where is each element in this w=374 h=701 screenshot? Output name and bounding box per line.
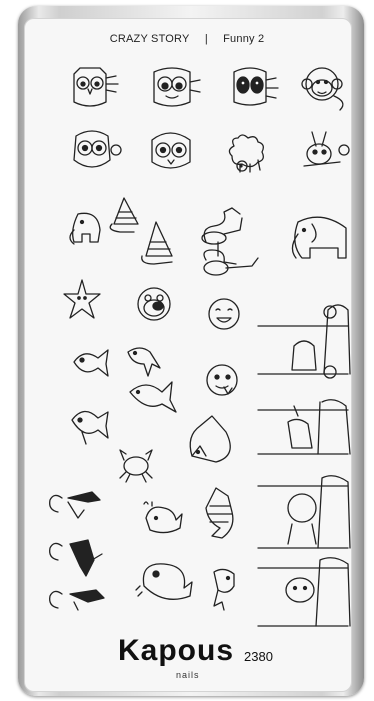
swing-icon bbox=[258, 305, 350, 378]
brand-logo: Kapous bbox=[118, 634, 235, 667]
owl-icon bbox=[234, 68, 278, 105]
owl-icon bbox=[154, 68, 200, 106]
elephant-icon bbox=[292, 217, 346, 258]
emoji-icon bbox=[209, 299, 239, 329]
starfish-icon bbox=[64, 280, 100, 318]
design-label: Funny 2 bbox=[223, 33, 265, 45]
swing-icon bbox=[258, 476, 350, 548]
owl-icon bbox=[74, 68, 118, 106]
owl-icon bbox=[74, 131, 121, 167]
flamingo-icon bbox=[204, 250, 258, 275]
fish-icon bbox=[72, 411, 108, 444]
whale-icon bbox=[144, 502, 182, 533]
unicorn-icon bbox=[258, 400, 350, 454]
squirrel-icon bbox=[50, 590, 104, 610]
monkey-icon bbox=[138, 288, 170, 320]
sheep-icon bbox=[229, 135, 263, 172]
series-label: CRAZY STORY bbox=[109, 33, 190, 45]
title-separator: | bbox=[204, 33, 208, 45]
brand-subtitle: nails bbox=[176, 670, 200, 680]
swing-icon bbox=[258, 558, 350, 626]
whale-icon bbox=[136, 564, 192, 599]
emoji-icon bbox=[207, 365, 237, 395]
owl-icon bbox=[152, 133, 190, 168]
crab-icon bbox=[120, 450, 152, 482]
flamingo-icon bbox=[202, 208, 242, 256]
fish-icon bbox=[128, 348, 160, 376]
fox-icon bbox=[190, 416, 230, 462]
squirrel-icon bbox=[50, 540, 102, 576]
elephant-icon bbox=[70, 213, 100, 244]
snail-icon bbox=[142, 222, 172, 264]
mermaid-icon bbox=[214, 569, 234, 610]
squirrel-icon bbox=[50, 492, 100, 518]
snail-icon bbox=[110, 198, 138, 232]
rabbit-icon bbox=[304, 132, 349, 166]
fish-icon bbox=[74, 350, 108, 376]
mermaid-icon bbox=[206, 488, 233, 538]
fish-icon bbox=[130, 382, 176, 412]
monkey-icon bbox=[302, 68, 343, 110]
plate-code: 2380 bbox=[244, 649, 273, 664]
